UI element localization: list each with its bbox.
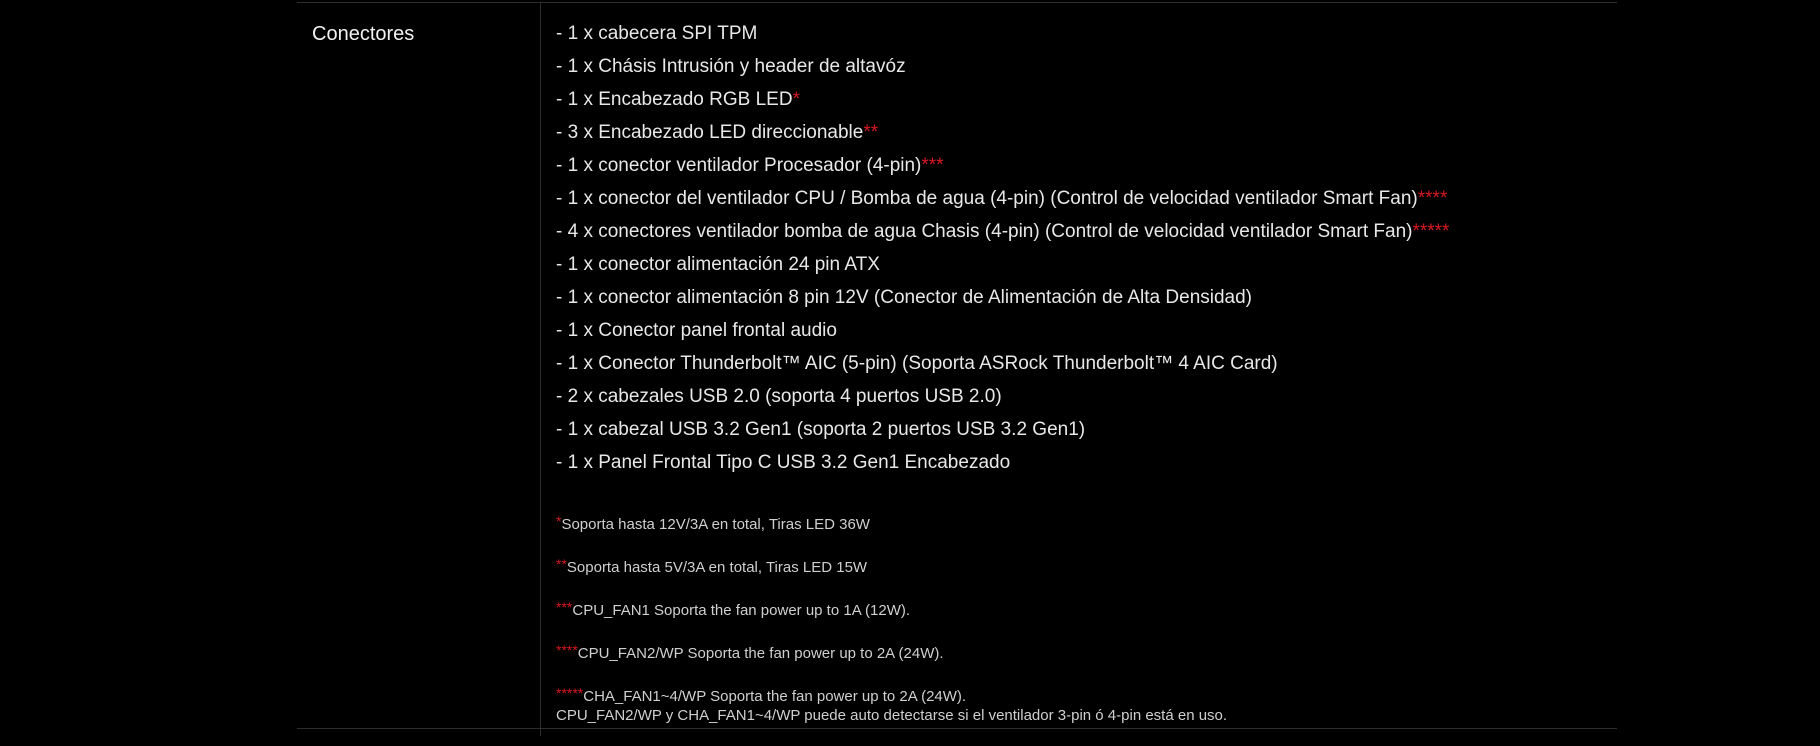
- footnotes: [556, 512, 1556, 746]
- footnote-marker: ***: [921, 155, 944, 176]
- list-item: [556, 86, 1449, 119]
- item-text: - 1 x Conector panel frontal audio: [556, 320, 837, 341]
- list-item: [556, 383, 1449, 416]
- item-text: - 1 x cabezal USB 3.2 Gen1 (soporta 2 puertos USB 3.2 Gen1): [556, 419, 1086, 440]
- footnote-extra-text: CPU_FAN2/WP y CHA_FAN1~4/WP puede auto detectarse si el ventilador 3-pin ó 4-pin está en uso.: [556, 707, 1228, 724]
- footnote-text: CHA_FAN1~4/WP Soporta the fan power up to 2A (24W).: [583, 688, 967, 705]
- list-item: [556, 317, 1449, 350]
- footnote: [556, 598, 1556, 620]
- footnote-marker: **: [863, 122, 879, 143]
- item-text: - 1 x conector alimentación 8 pin 12V (Conector de Alimentación de Alta Densidad): [556, 287, 1253, 308]
- list-item: [556, 20, 1449, 53]
- footnote: [556, 555, 1556, 577]
- list-item: [556, 350, 1449, 383]
- spec-table: [297, 0, 1617, 736]
- footnote-marker: ****: [556, 642, 578, 658]
- footnote: [556, 641, 1556, 663]
- list-item: [556, 449, 1449, 482]
- list-item: [556, 416, 1449, 449]
- item-text: - 1 x conector alimentación 24 pin ATX: [556, 254, 880, 275]
- item-text: - 1 x Encabezado RGB LED: [556, 89, 793, 110]
- list-item: [556, 53, 1449, 86]
- list-item: [556, 284, 1449, 317]
- footnote-marker: **: [556, 556, 567, 572]
- footnote-marker: ***: [556, 599, 573, 615]
- list-item: [556, 119, 1449, 152]
- footnote-marker: *: [556, 513, 562, 529]
- item-text: - 2 x cabezales USB 2.0 (soporta 4 puertos USB 2.0): [556, 386, 1002, 407]
- connector-list: [556, 20, 1449, 482]
- item-text: - 1 x Conector Thunderbolt™ AIC (5-pin) (Soporta ASRock Thunderbolt™ 4 AIC Card): [556, 353, 1278, 374]
- item-text: - 1 x conector del ventilador CPU / Bomba de agua (4-pin) (Control de velocidad ventilador Smart Fan): [556, 188, 1418, 209]
- item-text: - 4 x conectores ventilador bomba de agua Chasis (4-pin) (Control de velocidad ventilador Smart Fan): [556, 221, 1413, 242]
- footnote-marker: *****: [1412, 221, 1450, 242]
- item-text: - 1 x Panel Frontal Tipo C USB 3.2 Gen1 Encabezado: [556, 452, 1011, 473]
- footnote-text: CPU_FAN1 Soporta the fan power up to 1A (12W).: [572, 602, 911, 619]
- footnote-marker: *: [792, 89, 800, 110]
- footnote: [556, 684, 1556, 725]
- footnote-marker: *****: [556, 685, 584, 701]
- list-item: [556, 152, 1449, 185]
- footnote-marker: ****: [1417, 188, 1448, 209]
- table-top-border: [297, 2, 1617, 3]
- footnote-text: Soporta hasta 5V/3A en total, Tiras LED 15W: [566, 559, 868, 576]
- list-item: [556, 185, 1449, 218]
- item-text: - 1 x cabecera SPI TPM: [556, 23, 758, 44]
- list-item: [556, 218, 1449, 251]
- item-text: - 1 x conector ventilador Procesador (4-pin): [556, 155, 922, 176]
- row-label-conectores: Conectores: [312, 23, 415, 45]
- item-text: - 3 x Encabezado LED direccionable: [556, 122, 864, 143]
- footnote-text: CPU_FAN2/WP Soporta the fan power up to 2A (24W).: [577, 645, 944, 662]
- list-item: [556, 251, 1449, 284]
- footnote: [556, 512, 1556, 534]
- footnote-text: Soporta hasta 12V/3A en total, Tiras LED 36W: [561, 516, 870, 533]
- item-text: - 1 x Chásis Intrusión y header de altavóz: [556, 56, 906, 77]
- column-divider: [540, 2, 541, 736]
- table-bottom-border: [297, 728, 1617, 729]
